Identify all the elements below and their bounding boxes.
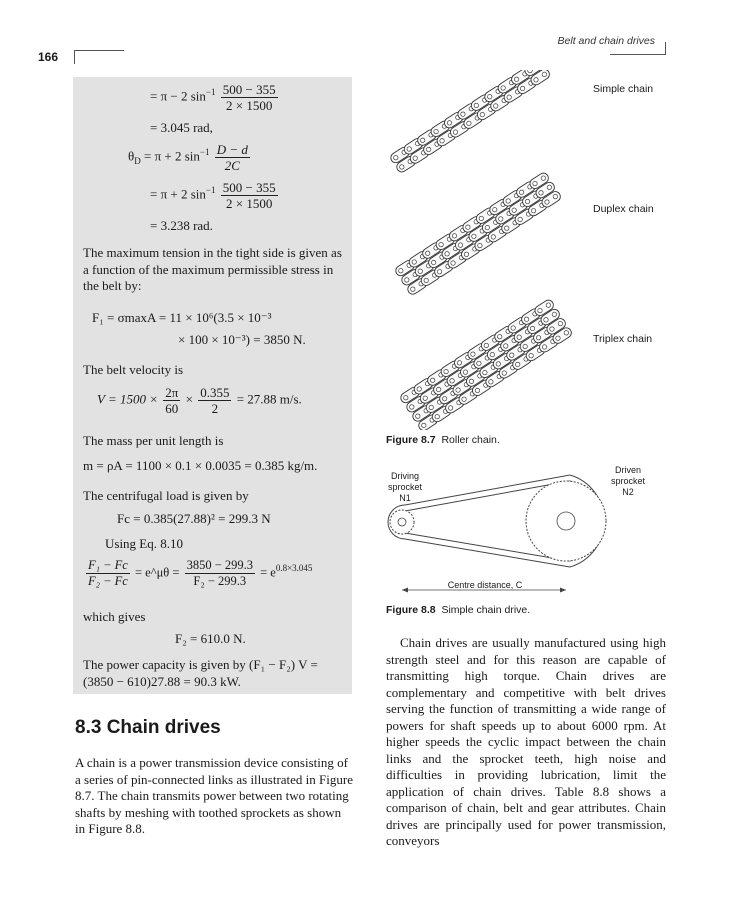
figure-8-7-caption: Figure 8.7 Roller chain.	[386, 434, 500, 446]
equation-4: = π + 2 $\sin^{-1}$ $\frac{500 - 355}{2 \times 1500}$	[150, 180, 276, 211]
example-text-mass-per-length: The mass per unit length is	[83, 433, 224, 448]
simple-chain-drawing	[389, 70, 551, 174]
driving-sprocket-drawing	[390, 510, 414, 534]
label-triplex-chain: Triplex chain	[593, 333, 653, 345]
label-duplex-chain: Duplex chain	[593, 203, 654, 215]
running-title: Belt and chain drives	[557, 35, 655, 47]
equation-1: = π − 2 $\sin^{-1}$ $\frac{500 - 355}{2 \times 1500}$	[150, 82, 276, 113]
equation-5: = 3.238 rad.	[150, 218, 213, 233]
example-text-centrifugal-load: The centrifugal load is given by	[83, 488, 249, 503]
example-text-belt-velocity: The belt velocity is	[83, 362, 184, 377]
equation-6-line-1: F₁ = σmaxA = 11 × 10⁶(3.5 × 10⁻³	[92, 310, 272, 325]
equation-6-line-2: × 100 × 10⁻³) = 3850 N.	[178, 332, 306, 347]
section-heading: 8.3 Chain drives	[75, 717, 221, 738]
example-text-max-tension: The maximum tension in the tight side is given as a function of the maximum permissible stress in the belt by:	[83, 245, 342, 293]
duplex-chain-drawing	[394, 171, 562, 296]
equation-2: = 3.045 rad,	[150, 120, 213, 135]
equation-7: V = 1500 × $\frac{2\pi}{60}$ × $\frac{0.355}{2}$ = 27.88 m/s.	[97, 385, 302, 416]
roller-chain-illustration	[380, 70, 590, 430]
triplex-chain-drawing	[399, 298, 573, 430]
driven-sprocket-drawing	[526, 481, 606, 561]
equation-9: Fc = 0.385(27.88)² = 299.3 N	[117, 511, 271, 526]
label-simple-chain: Simple chain	[593, 83, 654, 95]
section-paragraph: A chain is a power transmission device consisting of a series of pin-connected links as illustrated in Figure 8.7. The chain transmits power between two rotating shafts by meshing with toothed sprockets as shown in Figure 8.8.	[75, 755, 353, 836]
page-number: 166	[38, 50, 59, 64]
example-text-using-eq: Using Eq. 8.10	[105, 536, 183, 551]
equation-3: $\theta_D = \pi + 2$ $\sin^{-1}$ $\frac{D - d}{2C}$	[128, 142, 248, 173]
equation-11: F₂ = 610.0 N.	[175, 631, 246, 646]
header-rule-left	[74, 50, 129, 64]
label-centre-distance: Centre distance, C	[447, 580, 523, 590]
equation-10: $\frac{\text{F₁ − Fc}}{\text{F₂ − Fc}}$ = e^μθ = $\frac{3850 - 299.3}{\text{F₂ − 299.3}}$ = $e^{0.8\times 3.045}$	[88, 558, 313, 588]
example-text-power-capacity: The power capacity is given by (F₁ − F₂) V = (3850 − 610)27.88 = 90.3 kW.	[83, 657, 318, 689]
label-driving-sprocket: Driving sprocket N1	[387, 471, 422, 503]
right-column-paragraph: Chain drives are usually manufactured using high strength steel and for this reason are capable of transmitting high torque. Chain drives are complementary and competitive with belt drives serving the function of transmitting a wide range of powers for shaft speeds up to about 6000 rpm. At higher speeds the cyclic impact between the chain links and the sprocket teeth, high noise and difficulties in providing lubrication, limit the application of chain drives. Table 8.8 shows a comparison of chain, belt and gear attributes. Chain drives are principally used for power transmission, conveyors	[386, 635, 666, 848]
label-driven-sprocket: Driven sprocket N2	[610, 465, 645, 497]
header-rule-right	[610, 42, 666, 56]
example-text-which-gives: which gives	[83, 609, 146, 624]
figure-8-8-caption: Figure 8.8 Simple chain drive.	[386, 604, 531, 616]
equation-8: m = ρA = 1100 × 0.1 × 0.0035 = 0.385 kg/m.	[83, 458, 318, 473]
